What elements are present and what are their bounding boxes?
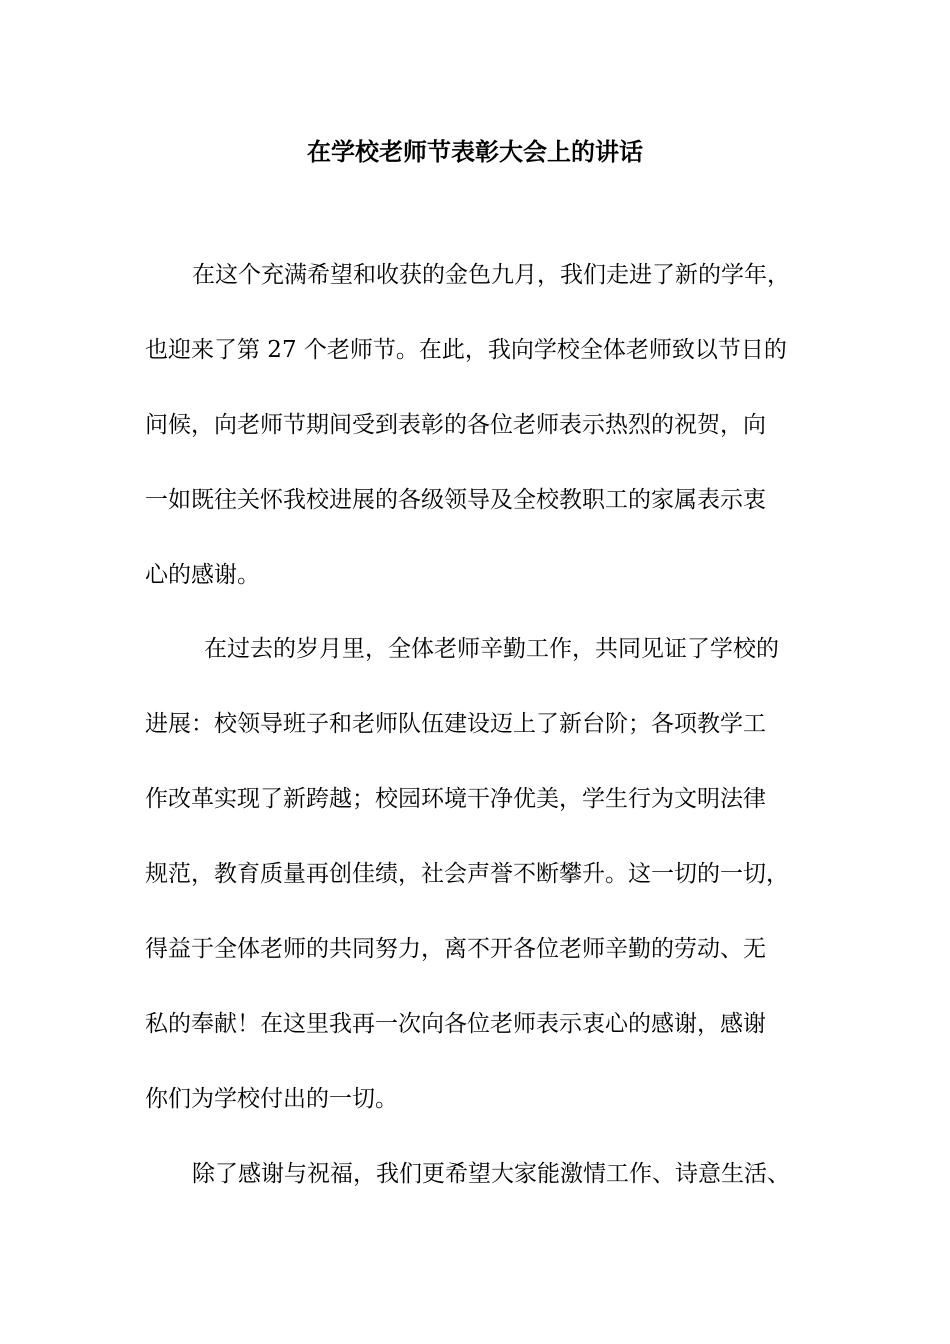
paragraph-1-line-5: 心的感谢。: [145, 562, 260, 588]
paragraph-2-line-3: 作改革实现了新跨越；校园环境干净优美，学生行为文明法律: [145, 786, 766, 812]
paragraph-2-line-5: 得益于全体老师的共同努力，离不开各位老师辛勤的劳动、无: [145, 936, 766, 962]
paragraph-2-line-4: 规范，教育质量再创佳绩，社会声誉不断攀升。这一切的一切，: [145, 861, 789, 887]
paragraph-2-line-7: 你们为学校付出的一切。: [145, 1086, 398, 1112]
paragraph-1-line-1: 在这个充满希望和收获的金色九月，我们走进了新的学年，: [192, 262, 790, 288]
paragraph-1-line-4: 一如既往关怀我校进展的各级领导及全校教职工的家属表示衷: [145, 487, 766, 513]
paragraph-2-line-6: 私的奉献！在这里我再一次向各位老师表示衷心的感谢，感谢: [145, 1011, 766, 1037]
paragraph-3-line-1: 除了感谢与祝福，我们更希望大家能激情工作、诗意生活、: [192, 1161, 790, 1187]
paragraph-1-line-3: 问候，向老师节期间受到表彰的各位老师表示热烈的祝贺，向: [145, 412, 766, 438]
paragraph-2-line-2: 进展：校领导班子和老师队伍建设迈上了新台阶；各项教学工: [145, 711, 766, 737]
paragraph-1-line-2: 也迎来了第 27 个老师节。在此，我向学校全体老师致以节日的: [145, 337, 787, 363]
paragraph-2-line-1: 在过去的岁月里，全体老师辛勤工作，共同见证了学校的: [204, 636, 779, 662]
document-title: 在学校老师节表彰大会上的讲话: [307, 137, 643, 166]
